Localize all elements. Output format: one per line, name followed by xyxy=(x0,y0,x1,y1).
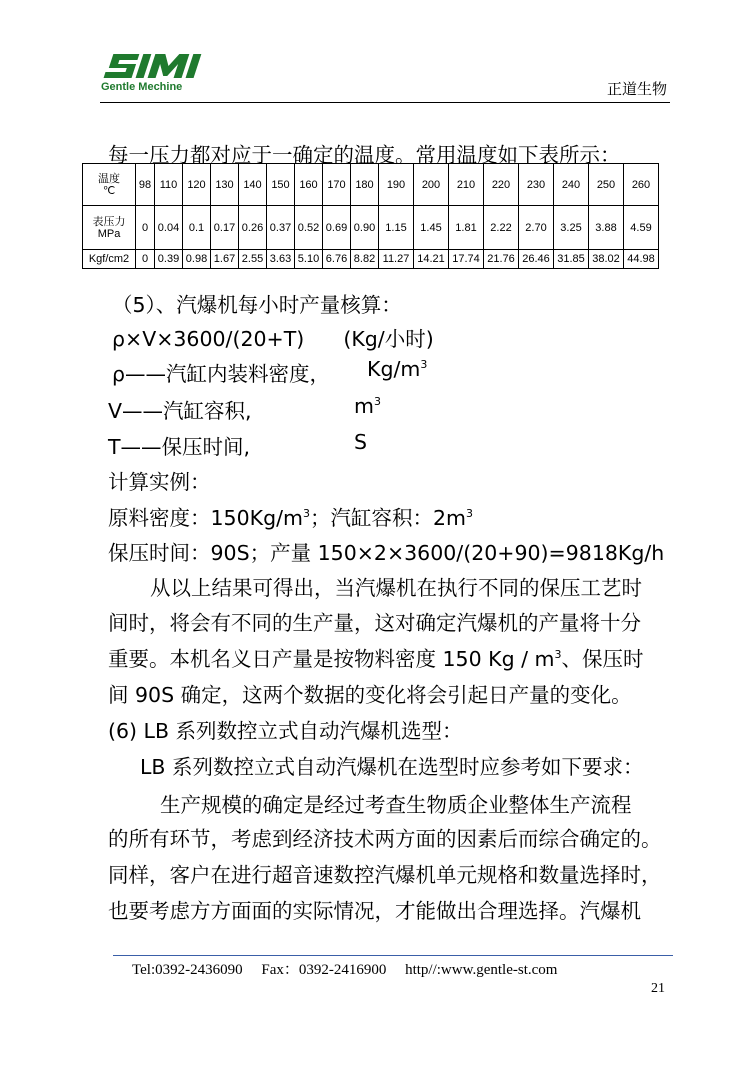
table-cell: 0.39 xyxy=(155,250,183,269)
table-row xyxy=(83,164,659,206)
row-header: 温度 ℃ xyxy=(83,164,136,206)
table-cell: 0.90 xyxy=(351,206,379,250)
logo-mark xyxy=(104,54,202,78)
page-number: 21 xyxy=(651,981,665,996)
table-cell: 6.76 xyxy=(323,250,351,269)
table-cell: 0 xyxy=(136,250,155,269)
table-cell: 120 xyxy=(183,164,211,206)
table-cell: 170 xyxy=(323,164,351,206)
table-cell: 130 xyxy=(211,164,239,206)
table-cell: 0 xyxy=(136,206,155,250)
table-cell: 3.88 xyxy=(589,206,624,250)
table-cell: 0.04 xyxy=(155,206,183,250)
header-divider xyxy=(100,102,670,103)
paragraph-line: 同样，客户在进行超音速数控汽爆机单元规格和数量选择时， xyxy=(108,863,662,887)
table-cell: 2.22 xyxy=(484,206,519,250)
table-cell: 44.98 xyxy=(624,250,659,269)
table-cell: 200 xyxy=(414,164,449,206)
example-density: 原料密度：$150Kg/m^3$；汽缸容积：$2m^3$ xyxy=(108,506,473,530)
table-cell: 3.25 xyxy=(554,206,589,250)
table-cell: 150 xyxy=(267,164,295,206)
table-cell: 160 xyxy=(295,164,323,206)
table-cell: 190 xyxy=(379,164,414,206)
footer-contact: Tel:0392-2436090 Fax：0392-2416900 http//:www.gentle-st.com xyxy=(132,962,558,978)
table-cell: 0.37 xyxy=(267,206,295,250)
table-cell: 8.82 xyxy=(351,250,379,269)
table-cell: 1.81 xyxy=(449,206,484,250)
intro-text: 每一压力都对应于一确定的温度。常用温度如下表所示： xyxy=(108,143,621,167)
table-cell: 230 xyxy=(519,164,554,206)
table-row xyxy=(83,206,659,250)
row-header: 表压力 MPa xyxy=(83,206,136,250)
paragraph-line: 重要。本机名义日产量是按物料密度 150 Kg / $m^3$、保压时 xyxy=(108,647,644,671)
table-cell: 0.1 xyxy=(183,206,211,250)
table-cell: 0.26 xyxy=(239,206,267,250)
table-cell: 3.63 xyxy=(267,250,295,269)
company-name: 正道生物 xyxy=(606,80,667,98)
table-cell: 21.76 xyxy=(484,250,519,269)
table-cell: 0.69 xyxy=(323,206,351,250)
table-cell: 38.02 xyxy=(589,250,624,269)
company-logo xyxy=(100,52,212,92)
table-cell: 250 xyxy=(589,164,624,206)
table-cell: 0.52 xyxy=(295,206,323,250)
density-definition: ρ——汽缸内装料密度， $Kg/m^3$ xyxy=(112,357,428,386)
table-cell: 2.70 xyxy=(519,206,554,250)
footer-divider xyxy=(113,955,673,956)
row-header: Kgf/cm2 xyxy=(83,250,136,269)
table-cell: 2.55 xyxy=(239,250,267,269)
paragraph-line: 生产规模的确定是经过考查生物质企业整体生产流程 xyxy=(160,793,632,817)
table-cell: 26.46 xyxy=(519,250,554,269)
example-result: 保压时间：90S；产量 150×2×3600/(20+90)=9818Kg/h xyxy=(108,541,665,565)
example-heading: 计算实例： xyxy=(108,470,211,494)
table-cell: 4.59 xyxy=(624,206,659,250)
formula-line: ρ×V×3600/(20+T) (Kg/小时) xyxy=(112,327,434,351)
table-cell: 5.10 xyxy=(295,250,323,269)
paragraph-line: 也要考虑方方面面的实际情况，才能做出合理选择。汽爆机 xyxy=(108,899,641,923)
table-cell: 110 xyxy=(155,164,183,206)
table-row xyxy=(83,250,659,269)
table-cell: 0.17 xyxy=(211,206,239,250)
table-cell: 210 xyxy=(449,164,484,206)
paragraph-line: 从以上结果可得出，当汽爆机在执行不同的保压工艺时 xyxy=(150,576,642,600)
table-cell: 0.98 xyxy=(183,250,211,269)
paragraph-line: 的所有环节，考虑到经济技术两方面的因素后而综合确定的。 xyxy=(108,827,662,851)
table-cell: 31.85 xyxy=(554,250,589,269)
table-cell: 98 xyxy=(136,164,155,206)
table-cell: 240 xyxy=(554,164,589,206)
table-cell: 140 xyxy=(239,164,267,206)
section-heading-5: （5）、汽爆机每小时产量核算： xyxy=(112,293,402,317)
time-definition: T——保压时间, S xyxy=(108,430,368,459)
table-cell: 17.74 xyxy=(449,250,484,269)
section-heading-6: (6) LB 系列数控立式自动汽爆机选型： xyxy=(108,719,463,743)
table-cell: 1.15 xyxy=(379,206,414,250)
table-cell: 14.21 xyxy=(414,250,449,269)
paragraph-line: LB 系列数控立式自动汽爆机在选型时应参考如下要求： xyxy=(140,755,644,779)
table-cell: 1.45 xyxy=(414,206,449,250)
pressure-temperature-table xyxy=(82,163,659,269)
paragraph-line: 间 90S 确定，这两个数据的变化将会引起日产量的变化。 xyxy=(108,683,632,707)
table-cell: 220 xyxy=(484,164,519,206)
table-cell: 180 xyxy=(351,164,379,206)
table-cell: 260 xyxy=(624,164,659,206)
table-cell: 1.67 xyxy=(211,250,239,269)
volume-definition: V——汽缸容积, $m^3$ xyxy=(108,394,381,423)
logo-subtitle: Gentle Mechine xyxy=(101,81,183,92)
table-cell: 11.27 xyxy=(379,250,414,269)
paragraph-line: 间时，将会有不同的生产量，这对确定汽爆机的产量将十分 xyxy=(108,611,641,635)
